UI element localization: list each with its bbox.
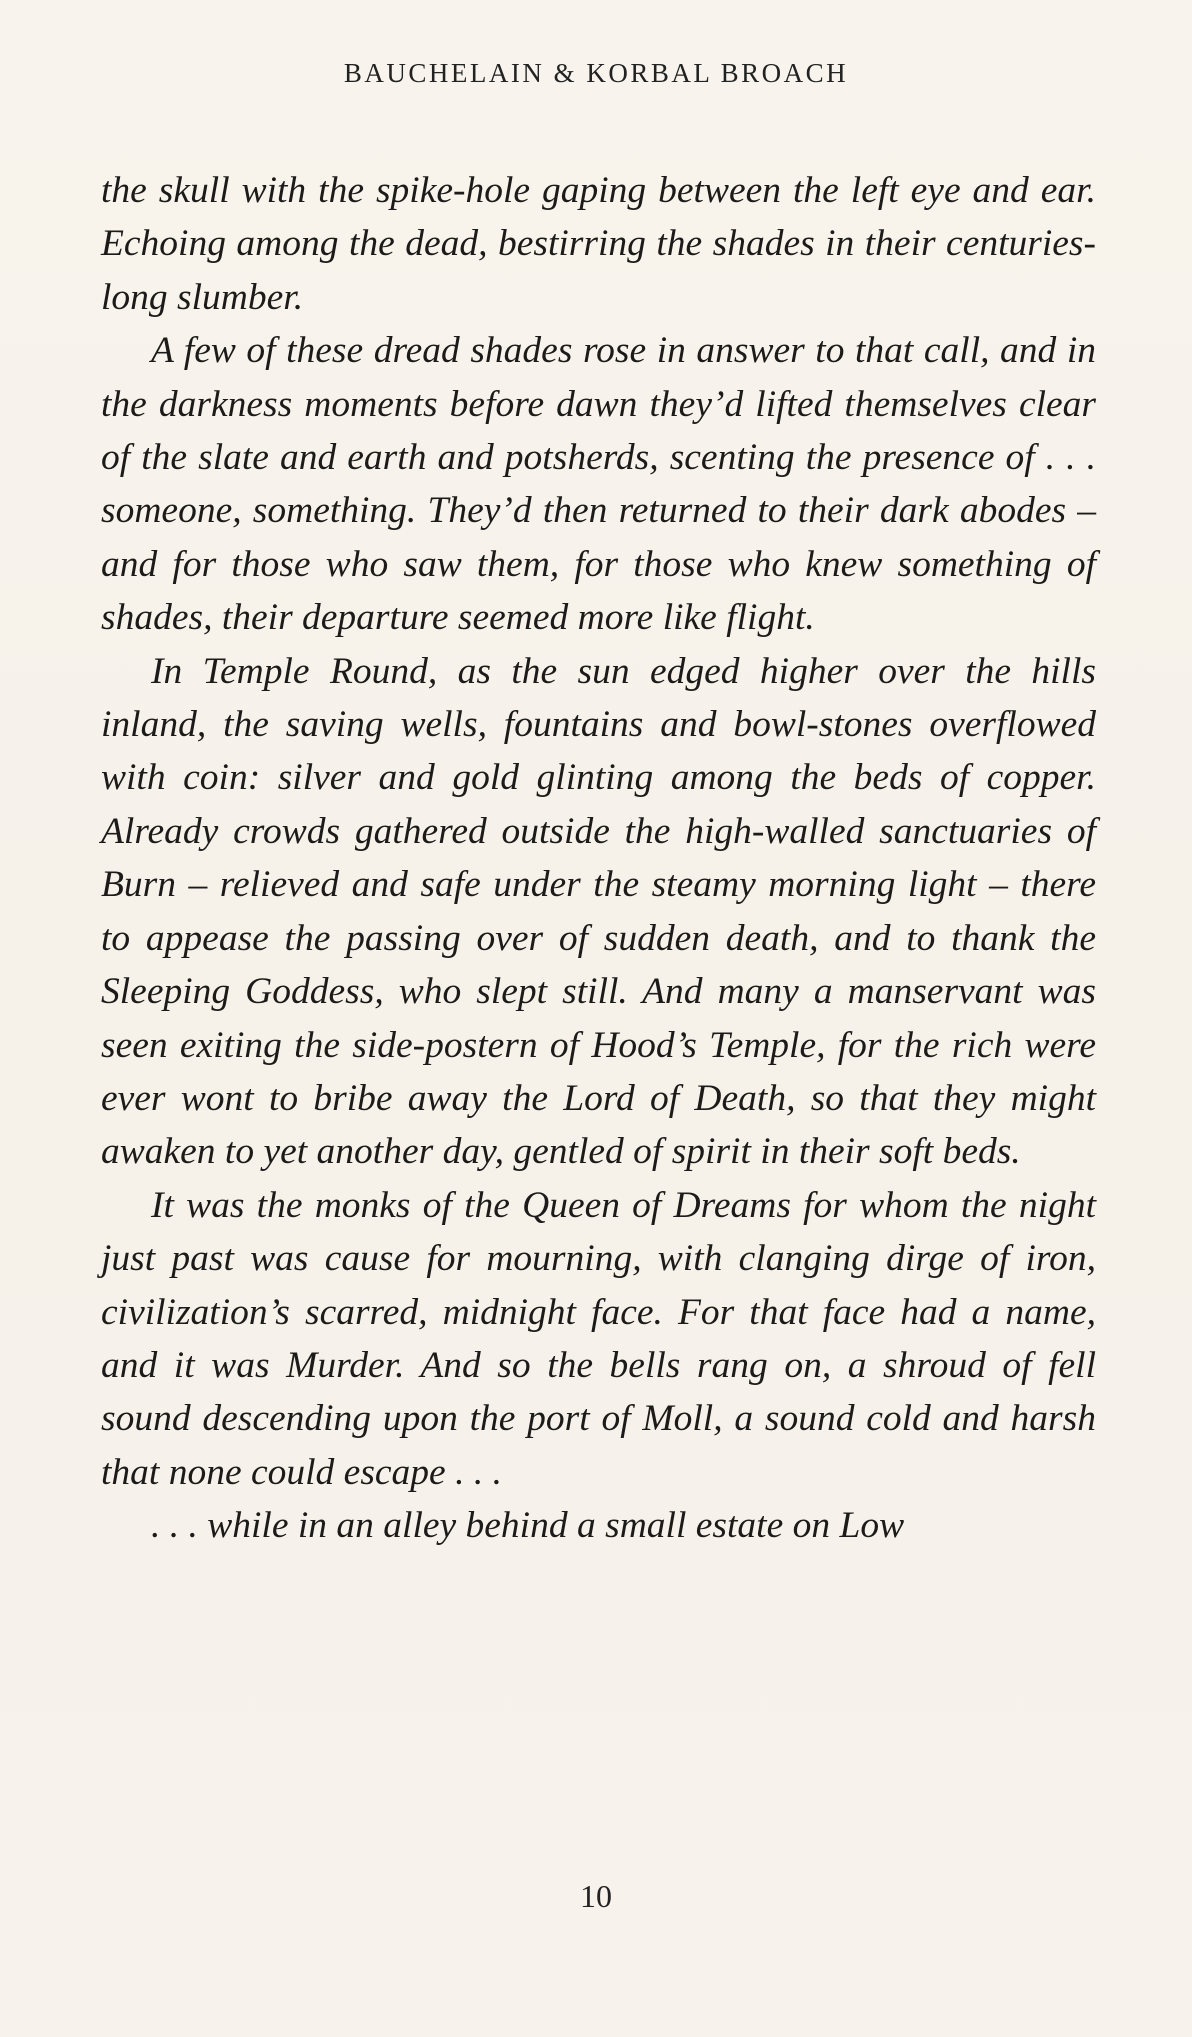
paragraph: It was the monks of the Queen of Dreams for whom the night just past was cause for mourning, with clanging dirge of iron, civilization’s scarred, midnight face. For that face had a name, and it was Murder. And so the bells rang on, a shroud of fell sound descending upon the port of Moll, a sound cold and harsh that none could escape . . . (101, 1184, 1096, 1493)
paragraph: In Temple Round, as the sun edged higher over the hills inland, the saving wells, fountains and bowl-stones overflowed with coin: silver and gold glinting among the beds of copper. Already crowds gathered outside the high-walled sanctuaries of Burn – relieved and safe under the steamy morning light – there to appease the passing over of sudden death, and to thank the Sleeping Goddess, who slept still. And many a manservant was seen exiting the side-postern of Hood’s Temple, for the rich were ever wont to bribe away the Lord of Death, so that they might awaken to yet another day, gentled of spirit in their soft beds. (101, 650, 1096, 1173)
paragraph: the skull with the spike-hole gaping between the left eye and ear. Echoing among the dead, bestirring the shades in their centuries-long slumber. (101, 170, 1096, 318)
paragraph: A few of these dread shades rose in answer to that call, and in the darkness moments before dawn they’d lifted themselves clear of the slate and earth and potsherds, scenting the presence of . . . someone, something. They’d then returned to their dark abodes – and for those who saw them, for those who knew something of shades, their departure seemed more like flight. (101, 330, 1096, 639)
body-text (101, 164, 1096, 1553)
paragraph: . . . while in an alley behind a small estate on Low (151, 1505, 905, 1547)
page-number: 10 (580, 1878, 612, 1914)
running-head: BAUCHELAIN & KORBAL BROACH (343, 58, 849, 88)
